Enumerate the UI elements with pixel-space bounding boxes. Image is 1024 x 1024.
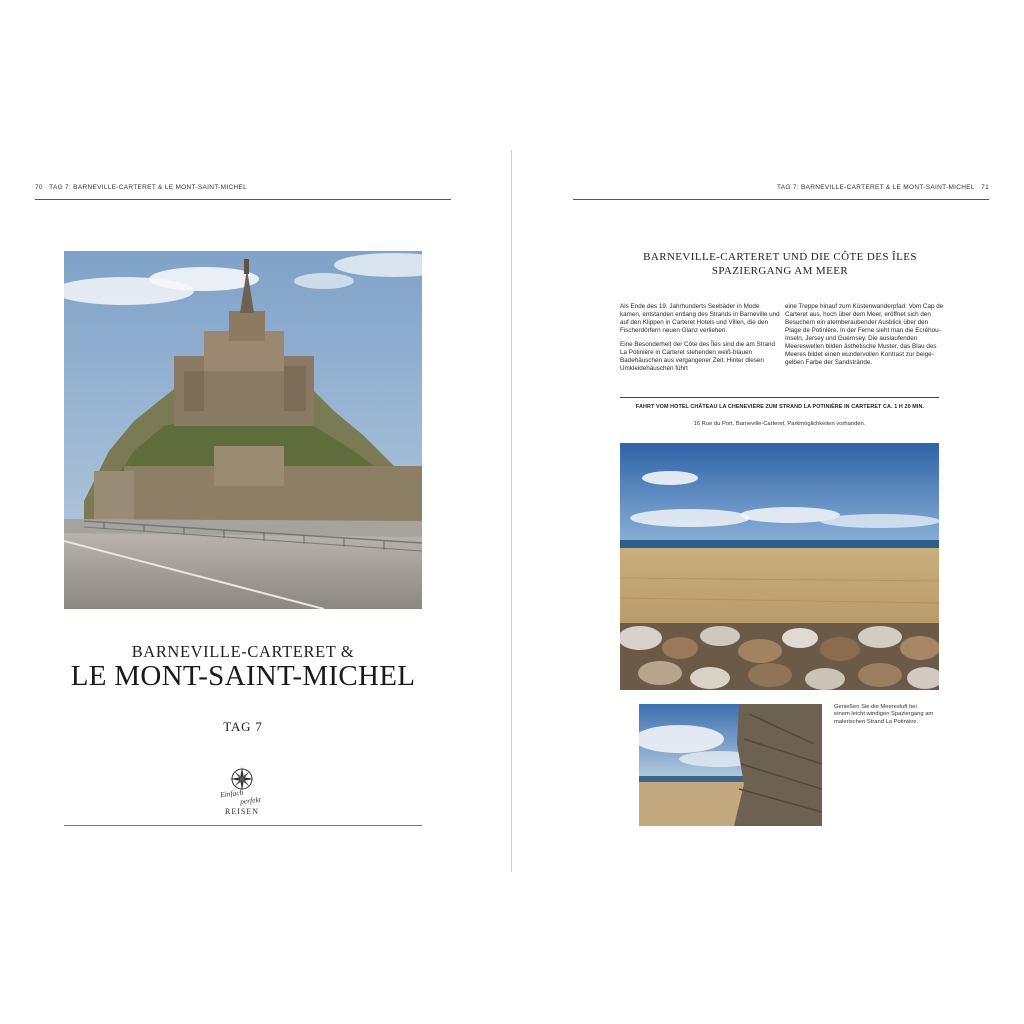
text-column-1 bbox=[620, 303, 780, 379]
header-rule-left bbox=[35, 199, 451, 200]
info-rule bbox=[620, 397, 939, 398]
footer-rule-left bbox=[64, 825, 422, 826]
running-head-right bbox=[777, 184, 989, 191]
logo-script-2: perfekt bbox=[239, 794, 262, 807]
beach-photo bbox=[620, 443, 939, 690]
running-head-text-left: TAG 7: BARNEVILLE-CARTERET & LE MONT-SAINT-MICHEL bbox=[49, 184, 247, 191]
right-page bbox=[512, 0, 1024, 1024]
running-head-left bbox=[35, 184, 247, 191]
article-heading bbox=[612, 250, 948, 278]
running-head-text-right: TAG 7: BARNEVILLE-CARTERET & LE MONT-SAINT-MICHEL bbox=[777, 184, 975, 191]
title-line-1: BARNEVILLE-CARTERET & bbox=[131, 642, 355, 661]
header-rule-right bbox=[573, 199, 989, 200]
route-info: FAHRT VOM HOTEL CHÂTEAU LA CHENEVIÈRE ZUM STRAND LA POTINIÈRE IN CARTERET CA. 1 H 20 MIN. bbox=[635, 404, 925, 410]
text-column-2 bbox=[785, 303, 945, 373]
article-heading-line-2: SPAZIERGANG AM MEER bbox=[711, 265, 849, 277]
page-number-left: 70 bbox=[35, 184, 43, 191]
col2-paragraph-1: eine Treppe hinauf zum Küstenwanderpfad. Vom Cap de Carteret aus, hoch über dem Meer, eröffnet sich den Besuchern ein atemberaubender Ausblick über den Plage de Potinière. In der Ferne sieht man die Ecréhou-Inseln, Jersey und Guernsey. Die auslaufenden Meereswellen bilden ästhetische Muster, das Blau des Meeres bildet einen wundervollen Kontrast zur beige-gelben Farbe der Sandstrände. bbox=[785, 303, 944, 366]
day-label: TAG 7 bbox=[223, 719, 263, 734]
mont-saint-michel-photo bbox=[64, 251, 422, 609]
logo-wordmark: REISEN bbox=[225, 807, 259, 816]
page-number-right: 71 bbox=[981, 184, 989, 191]
col1-paragraph-1: Als Ende des 19. Jahrhunderts Seebäder in Mode kamen, entstanden entlang des Strands in Barneville und auf den Klippen in Carteret Hotels und Villen, die den Fischerdörfern neuen Glanz verliehen. bbox=[620, 303, 780, 334]
article-heading-line-1: BARNEVILLE-CARTERET UND DIE CÔTE DES ÎLES bbox=[643, 251, 917, 263]
logo-script-1: Einfach bbox=[219, 787, 244, 800]
cliff-beach-photo bbox=[639, 704, 822, 826]
title-line-2: LE MONT-SAINT-MICHEL bbox=[70, 660, 416, 692]
publisher-logo bbox=[206, 765, 278, 821]
address: 16 Rue du Port, Barneville-Carteret, Parkmöglichkeiten vorhanden. bbox=[693, 421, 866, 427]
photo-caption: Genießen Sie die Meeresluft bei einem leicht windigen Spaziergang am malerischen Strand La Potinière. bbox=[834, 704, 934, 725]
col1-paragraph-2: Eine Besonderheit der Côte des Îles sind die am Strand La Potinière in Carteret stehenden weiß-blauen Badehäuschen aus vergangener Zeit. Hinter diesen Umkleidehäuschen führt bbox=[620, 341, 776, 372]
left-page bbox=[0, 0, 511, 1024]
